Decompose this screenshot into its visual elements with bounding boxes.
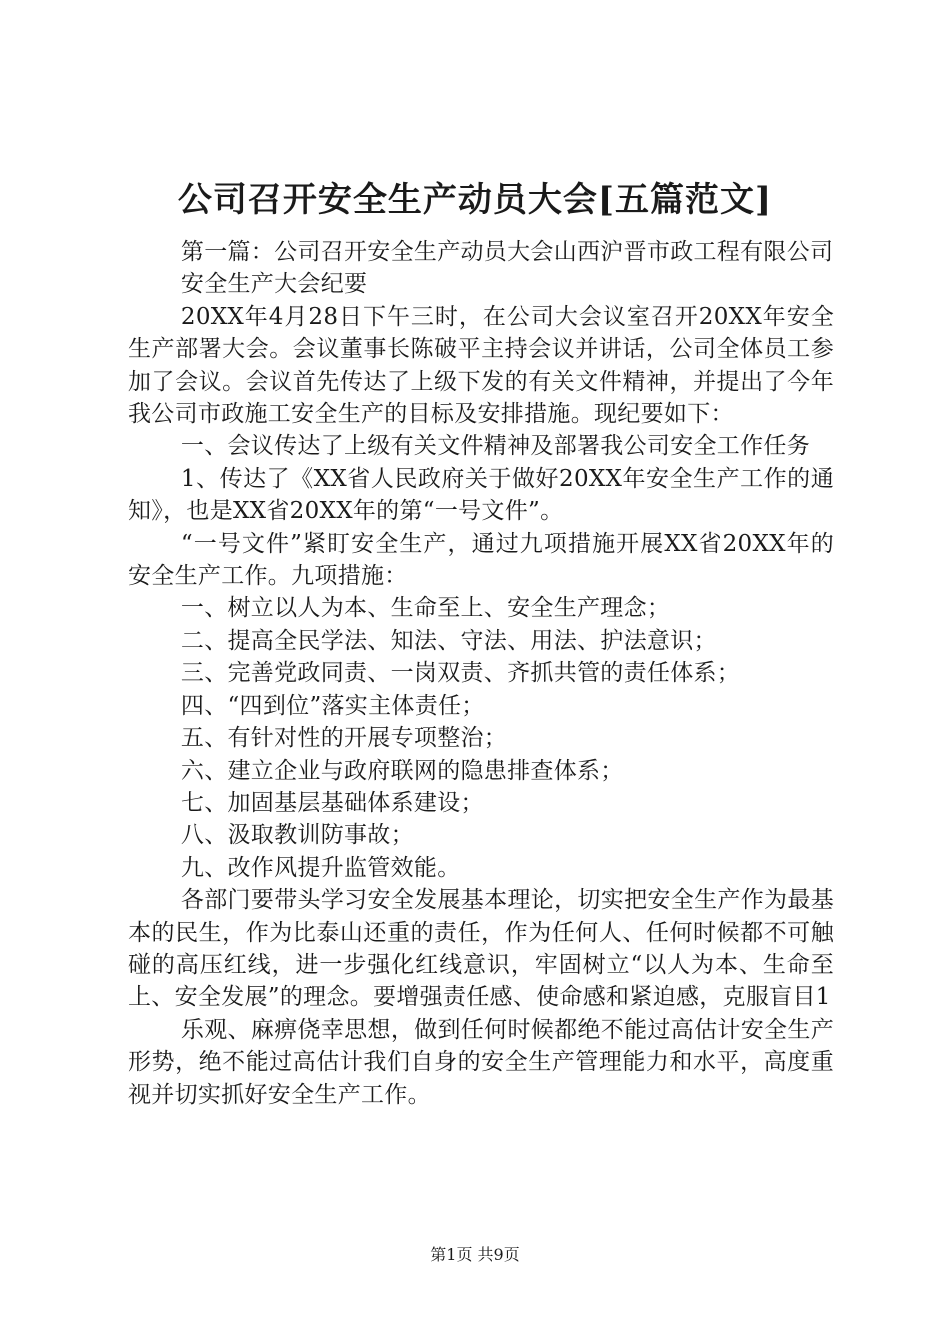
paragraph-item-1: 1、传达了《XX省人民政府关于做好20XX年安全生产工作的通知》，也是XX省20XX年的第“一号文件”。 xyxy=(128,465,834,525)
paragraph-conclusion: 乐观、麻痹侥幸思想，做到任何时候都绝不能过高估计安全生产形势，绝不能过高估计我们自身的安全生产管理能力和水平，高度重视并切实抓好安全生产工作。 xyxy=(128,1016,834,1108)
list-item-measure-1: 一、树立以人为本、生命至上、安全生产理念； xyxy=(180,595,671,622)
list-item-measure-8: 八、汲取教训防事故； xyxy=(180,822,414,849)
list-item-measure-3: 三、完善党政同责、一岗双责、齐抓共管的责任体系； xyxy=(180,660,741,687)
document-body xyxy=(128,236,834,1111)
paragraph-department-requirements: 各部门要带头学习安全发展基本理论，切实把安全生产作为最基本的民生，作为比泰山还重的责任，作为任何人、任何时候都不可触碰的高压红线，进一步强化红线意识，牢固树立“以人为本、生命至上、安全发展”的理念。要增强责任感、使命感和紧迫感，克服盲目1 xyxy=(128,887,834,1011)
list-item-measure-4: 四、“四到位”落实主体责任； xyxy=(180,692,485,719)
list-item-measure-2: 二、提高全民学法、知法、守法、用法、护法意识； xyxy=(180,627,717,654)
paragraph-section-one: 一、会议传达了上级有关文件精神及部署我公司安全工作任务 xyxy=(180,433,810,460)
paragraph-heading-first-article: 第一篇：公司召开安全生产动员大会山西沪晋市政工程有限公司 xyxy=(180,239,834,265)
list-item-measure-5: 五、有针对性的开展专项整治； xyxy=(180,725,508,752)
document-title: 公司召开安全生产动员大会[五篇范文] xyxy=(177,180,773,220)
page-indicator: 第1页 共9页 xyxy=(430,1245,520,1264)
list-item-measure-7: 七、加固基层基础体系建设； xyxy=(180,789,484,816)
paragraph-subheading: 安全生产大会纪要 xyxy=(180,271,368,298)
paragraph-nine-measures-intro: “一号文件”紧盯安全生产，通过九项措施开展XX省20XX年的安全生产工作。九项措施： xyxy=(128,530,834,590)
list-item-measure-6: 六、建立企业与政府联网的隐患排查体系； xyxy=(180,757,624,784)
paragraph-meeting-intro: 20XX年4月28日下午三时，在公司大会议室召开20XX年安全生产部署大会。会议董事长陈破平主持会议并讲话，公司全体员工参加了会议。会议首先传达了上级下发的有关文件精神，并提出了今年我公司市政施工安全生产的目标及安排措施。现纪要如下： xyxy=(128,303,834,428)
list-item-measure-9: 九、改作风提升监管效能。 xyxy=(180,854,461,881)
